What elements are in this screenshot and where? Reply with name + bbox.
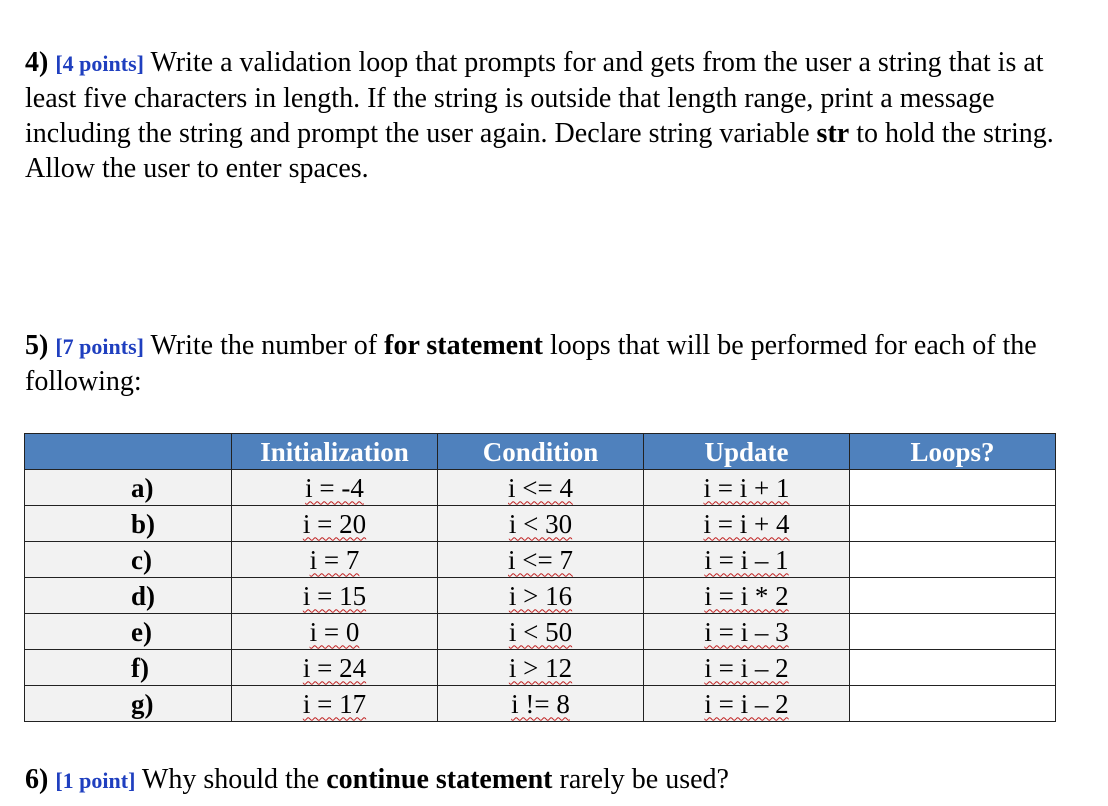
question-number: 5) [25,330,49,361]
header-loops: Loops? [850,434,1056,470]
table-row [25,650,1056,686]
condition-cell-text: i <= 7 [508,544,573,575]
table-row [25,506,1056,542]
loops-answer-cell[interactable] [850,614,1056,650]
table-row [25,470,1056,506]
points-label: [4 points] [55,51,144,76]
initialization-cell [232,614,438,650]
update-cell-text: i = i – 2 [704,652,789,683]
update-cell-text: i = i – 3 [704,616,789,647]
initialization-cell-text: i = 17 [302,688,367,719]
initialization-cell [232,542,438,578]
table-row [25,542,1056,578]
row-label: f) [131,652,149,683]
question-4 [25,45,1075,186]
condition-cell [438,650,644,686]
update-cell-text: i = i * 2 [704,580,789,611]
initialization-cell-text: i = -4 [305,472,364,503]
condition-cell-text: i > 16 [508,580,573,611]
initialization-cell-text: i = 7 [309,544,360,575]
update-cell-text: i = i + 4 [703,508,790,539]
update-cell [644,542,850,578]
initialization-cell [232,470,438,506]
variable-name: str [816,118,850,149]
initialization-cell-text: i = 0 [309,616,360,647]
initialization-cell [232,506,438,542]
condition-cell-text: i < 50 [508,616,573,647]
loops-answer-cell[interactable] [850,578,1056,614]
condition-cell [438,578,644,614]
condition-cell-text: i > 12 [508,652,573,683]
table-row [25,614,1056,650]
question-text: Write a validation loop that prompts for and gets from the user a string that is at least five characters in length. If the string is outside that length range, print a message including the string and prompt the user again. Declare string variable [25,47,1044,149]
row-label-cell [25,470,232,506]
question-6 [25,762,1075,798]
row-label-cell [25,506,232,542]
initialization-cell-text: i = 15 [302,580,367,611]
condition-cell [438,542,644,578]
question-number: 6) [25,764,49,795]
header-blank [25,434,232,470]
row-label: c) [131,544,152,575]
header-update: Update [644,434,850,470]
row-label-cell [25,686,232,722]
initialization-cell [232,686,438,722]
row-label-cell [25,650,232,686]
points-label: [7 points] [55,334,144,359]
row-label: b) [131,508,156,539]
header-initialization: Initialization [232,434,438,470]
row-label: d) [131,580,156,611]
table-row [25,686,1056,722]
condition-cell [438,470,644,506]
row-label: a) [131,472,154,503]
row-label-cell [25,614,232,650]
update-cell-text: i = i + 1 [703,472,790,503]
question-text-end: to hold the string. Allow the user to enter spaces. [25,118,1054,184]
update-cell-text: i = i – 1 [704,544,789,575]
bold-term: continue statement [326,764,553,795]
condition-cell-text: i != 8 [511,688,570,719]
condition-cell-text: i < 30 [508,508,573,539]
update-cell [644,686,850,722]
question-5 [25,328,1075,399]
update-cell [644,614,850,650]
row-label-cell [25,578,232,614]
condition-cell [438,686,644,722]
header-condition: Condition [438,434,644,470]
condition-cell [438,506,644,542]
question-text-end: rarely be used? [552,764,729,795]
row-label-cell [25,542,232,578]
loops-answer-cell[interactable] [850,686,1056,722]
question-text-end: loops that will be performed for each of the following: [25,330,1037,397]
update-cell [644,578,850,614]
condition-cell [438,614,644,650]
condition-cell-text: i <= 4 [508,472,573,503]
loops-table [24,433,1056,722]
table-header-row [25,434,1056,470]
initialization-cell-text: i = 24 [302,652,367,683]
loops-answer-cell[interactable] [850,506,1056,542]
update-cell [644,506,850,542]
update-cell [644,650,850,686]
question-number: 4) [25,47,49,78]
row-label: g) [131,688,154,719]
update-cell [644,470,850,506]
update-cell-text: i = i – 2 [704,688,789,719]
bold-term: for statement [384,330,544,361]
question-text: Why should the [135,764,327,795]
table-row [25,578,1056,614]
initialization-cell [232,578,438,614]
loops-answer-cell[interactable] [850,470,1056,506]
row-label: e) [131,616,152,647]
initialization-cell-text: i = 20 [302,508,367,539]
initialization-cell [232,650,438,686]
points-label: [1 point] [55,768,136,793]
loops-answer-cell[interactable] [850,650,1056,686]
loops-answer-cell[interactable] [850,542,1056,578]
question-text: Write the number of [143,330,385,361]
